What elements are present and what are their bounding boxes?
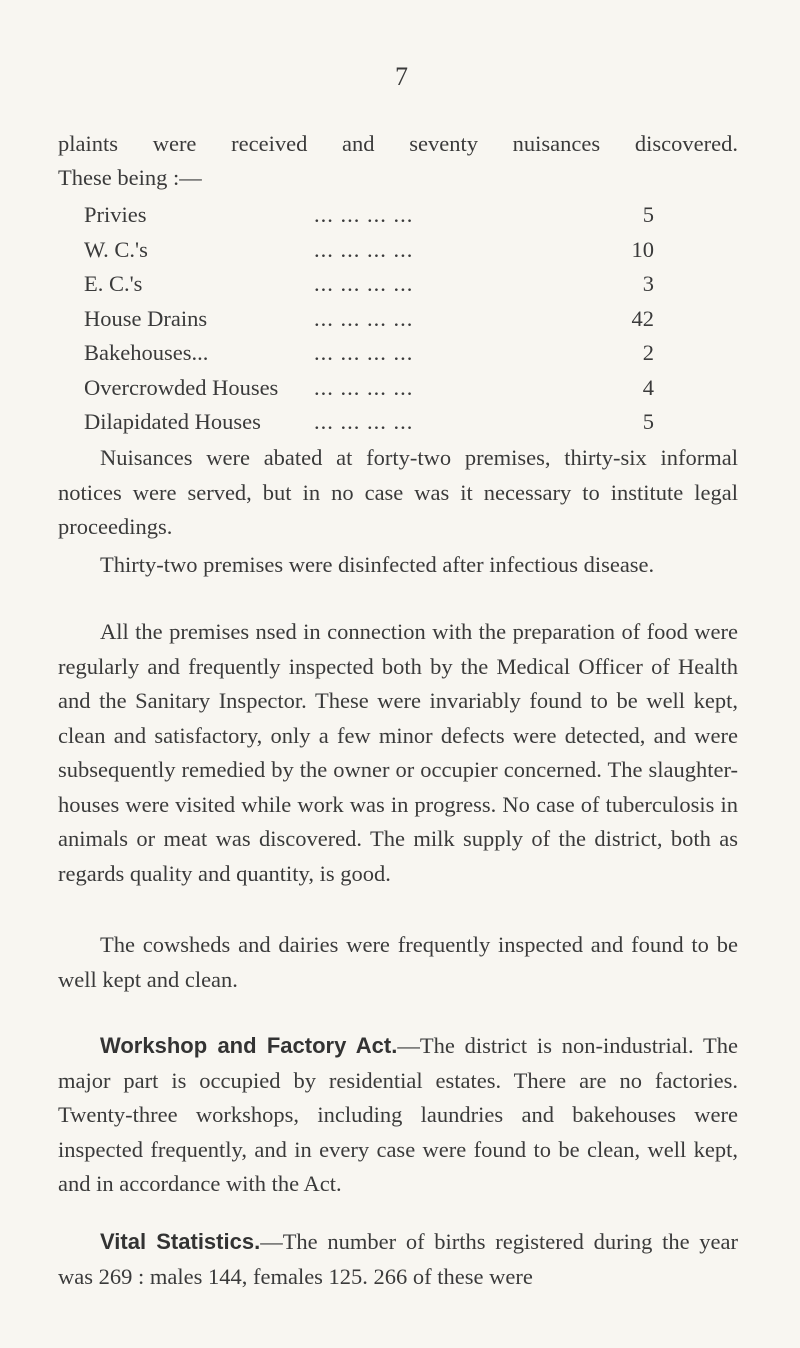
nuisance-value: 4 [642,374,654,400]
nuisance-value: 2 [642,340,654,365]
paragraph-vital [58,1225,738,1294]
nuisance-value: 10 [631,236,654,262]
workshop-heading: Workshop and Factory Act. [100,1033,398,1058]
nuisance-label: Bakehouses... [84,340,209,365]
nuisance-row [84,198,654,233]
intro-word: plaints [58,131,118,156]
paragraph-food: All the premises nsed in connection with the preparation of food were regularly and frequently inspected both by the Medical Officer of Health and the Sanitary Inspector. These were invariably found to be well kept, clean and satisfactory, only a few minor defects were detected, and were subsequently remedied by the owner or occupier concerned. The slaughter-houses were visited while work was in progress. No case of tuberculosis in animals or meat was discovered. The milk supply of the district, both as regards quality and quantity, is good. [58,619,738,886]
vital-heading: Vital Statistics. [100,1229,261,1254]
nuisance-value: 42 [631,305,654,331]
intro-word: seventy [409,131,478,156]
nuisance-label: Overcrowded Houses [84,374,279,400]
leader-dots: ... ... ... ... [314,340,414,365]
nuisance-label: Dilapidated Houses [84,409,261,434]
nuisance-row [84,267,654,302]
intro-block [58,127,738,195]
intro-word: nuisances [512,131,601,156]
nuisance-value: 5 [642,202,654,227]
paragraph-abated: Nuisances were abated at forty-two premises, thirty-six informal notices were served, but in no case was it necessary to institute legal proceedings. [58,445,738,539]
leader-dots: ... ... ... ... [314,236,414,262]
intro-word: and [342,131,375,156]
intro-word: discovered. [634,131,738,156]
paragraph-workshop [58,1029,738,1202]
leader-dots: ... ... ... ... [314,374,414,400]
leader-dots: ... ... ... ... [314,305,414,331]
intro-word: received [231,131,308,156]
nuisance-row [84,371,654,406]
paragraph-disinfected: Thirty-two premises were disinfected after infectious disease. [100,552,655,577]
intro-word: were [152,131,197,156]
nuisance-row [84,336,654,371]
nuisance-label: Privies [84,202,147,227]
leader-dots: ... ... ... ... [314,271,414,296]
nuisance-row [84,302,654,337]
workshop-text: —The district is non-industrial. The major part is occupied by residential estates. There are no factories. Twenty-three workshops, including laundries and bakehouses were inspected frequently, and in every case were found to be clean, well kept, and in accordance with the Act. [58,1033,738,1196]
intro-line-2: These being :— [58,165,202,190]
intro-line-1 [58,127,738,161]
nuisance-table [84,198,654,440]
nuisance-label: W. C.'s [84,236,148,262]
nuisance-value: 5 [642,409,654,434]
vital-text: —The number of births registered during the year was 269 : males 144, females 125. 266 of these were [58,1229,738,1289]
nuisance-label: House Drains [84,305,208,331]
nuisance-label: E. C.'s [84,271,143,296]
paragraph-cowsheds: The cowsheds and dairies were frequently inspected and found to be well kept and clean. [58,932,738,992]
leader-dots: ... ... ... ... [314,409,414,434]
page-number: 7 [395,62,408,91]
leader-dots: ... ... ... ... [314,202,414,227]
nuisance-row [84,233,654,268]
nuisance-value: 3 [642,271,654,296]
nuisance-row [84,405,654,440]
